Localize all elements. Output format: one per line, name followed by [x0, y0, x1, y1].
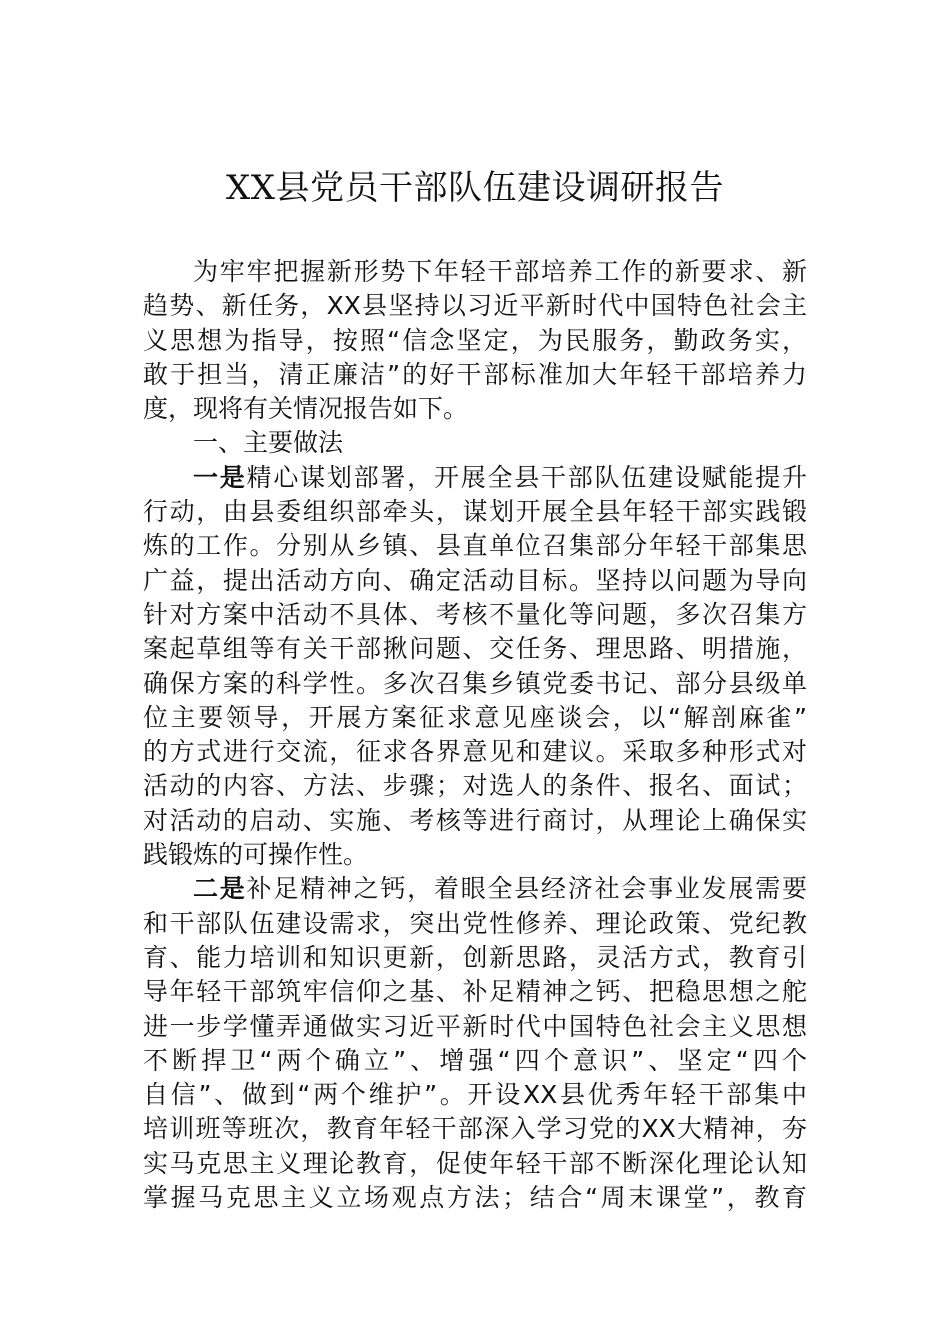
text-line: 和干部队伍建设需求，突出党性修养、理论政策、党纪教 [143, 908, 807, 938]
text-line: 敢于担当，清正廉洁”的好干部标准加大年轻干部培养力 [143, 359, 807, 389]
text-line: 实马克思主义理论教育，促使年轻干部不断深化理论认知 [143, 1148, 807, 1178]
text-line: 趋势、新任务，XX县坚持以习近平新时代中国特色社会主 [143, 291, 807, 321]
text-line: 掌握马克思主义立场观点方法；结合“周末课堂”，教育 [143, 1183, 807, 1213]
text-segment: 补足精神之钙，着眼全县经济社会事业发展需要 [246, 874, 807, 904]
text-line: 培训班等班次，教育年轻干部深入学习党的XX大精神，夯 [143, 1114, 807, 1144]
paragraph-point-two [143, 872, 807, 1215]
text-line: 自信”、做到“两个维护”。开设XX县优秀年轻干部集中 [143, 1080, 807, 1110]
text-segment: 精心谋划部署，开展全县干部队伍建设赋能提升 [246, 462, 807, 492]
text-line: 炼的工作。分别从乡镇、县直单位召集部分年轻干部集思 [143, 531, 807, 561]
document-body [143, 255, 807, 1215]
text-line: 案起草组等有关干部揪问题、交任务、理思路、明措施， [143, 634, 807, 664]
text-line: 活动的内容、方法、步骤；对选人的条件、报名、面试； [143, 771, 807, 801]
paragraph-intro [143, 255, 807, 426]
text-line: 确保方案的科学性。多次召集乡镇党委书记、部分县级单 [143, 668, 807, 698]
text-line: 对活动的启动、实施、考核等进行商讨，从理论上确保实 [143, 805, 807, 835]
text-line-first [143, 461, 807, 495]
text-line: 位主要领导，开展方案征求意见座谈会，以“解剖麻雀” [143, 702, 807, 732]
document-title: XX县党员干部队伍建设调研报告 [226, 168, 724, 208]
section-heading [143, 426, 807, 460]
text-line: 针对方案中活动不具体、考核不量化等问题，多次召集方 [143, 599, 807, 629]
text-line: 义思想为指导，按照“信念坚定，为民服务，勤政务实， [143, 325, 807, 355]
lead-label: 一是 [193, 462, 247, 492]
text-line: 践锻炼的可操作性。 [143, 840, 369, 870]
text-line: 广益，提出活动方向、确定活动目标。坚持以问题为导向 [143, 565, 807, 595]
heading-text: 一、主要做法 [193, 428, 344, 458]
text-line: 行动，由县委组织部牵头，谋划开展全县年轻干部实践锻 [143, 497, 807, 527]
paragraph-point-one [143, 461, 807, 873]
text-line: 进一步学懂弄通做实习近平新时代中国特色社会主义思想 [143, 1011, 807, 1041]
text-line: 导年轻干部筑牢信仰之基、补足精神之钙、把稳思想之舵 [143, 977, 807, 1007]
text-line-first [143, 872, 807, 906]
lead-label: 二是 [193, 874, 247, 904]
text-line: 不断捍卫“两个确立”、增强“四个意识”、坚定“四个 [143, 1045, 807, 1075]
text-line: 度，现将有关情况报告如下。 [143, 394, 469, 424]
text-line: 育、能力培训和知识更新，创新思路，灵活方式，教育引 [143, 942, 807, 972]
text-line: 为牢牢把握新形势下年轻干部培养工作的新要求、新 [193, 257, 807, 286]
text-line: 的方式进行交流，征求各界意见和建议。采取多种形式对 [143, 737, 807, 767]
